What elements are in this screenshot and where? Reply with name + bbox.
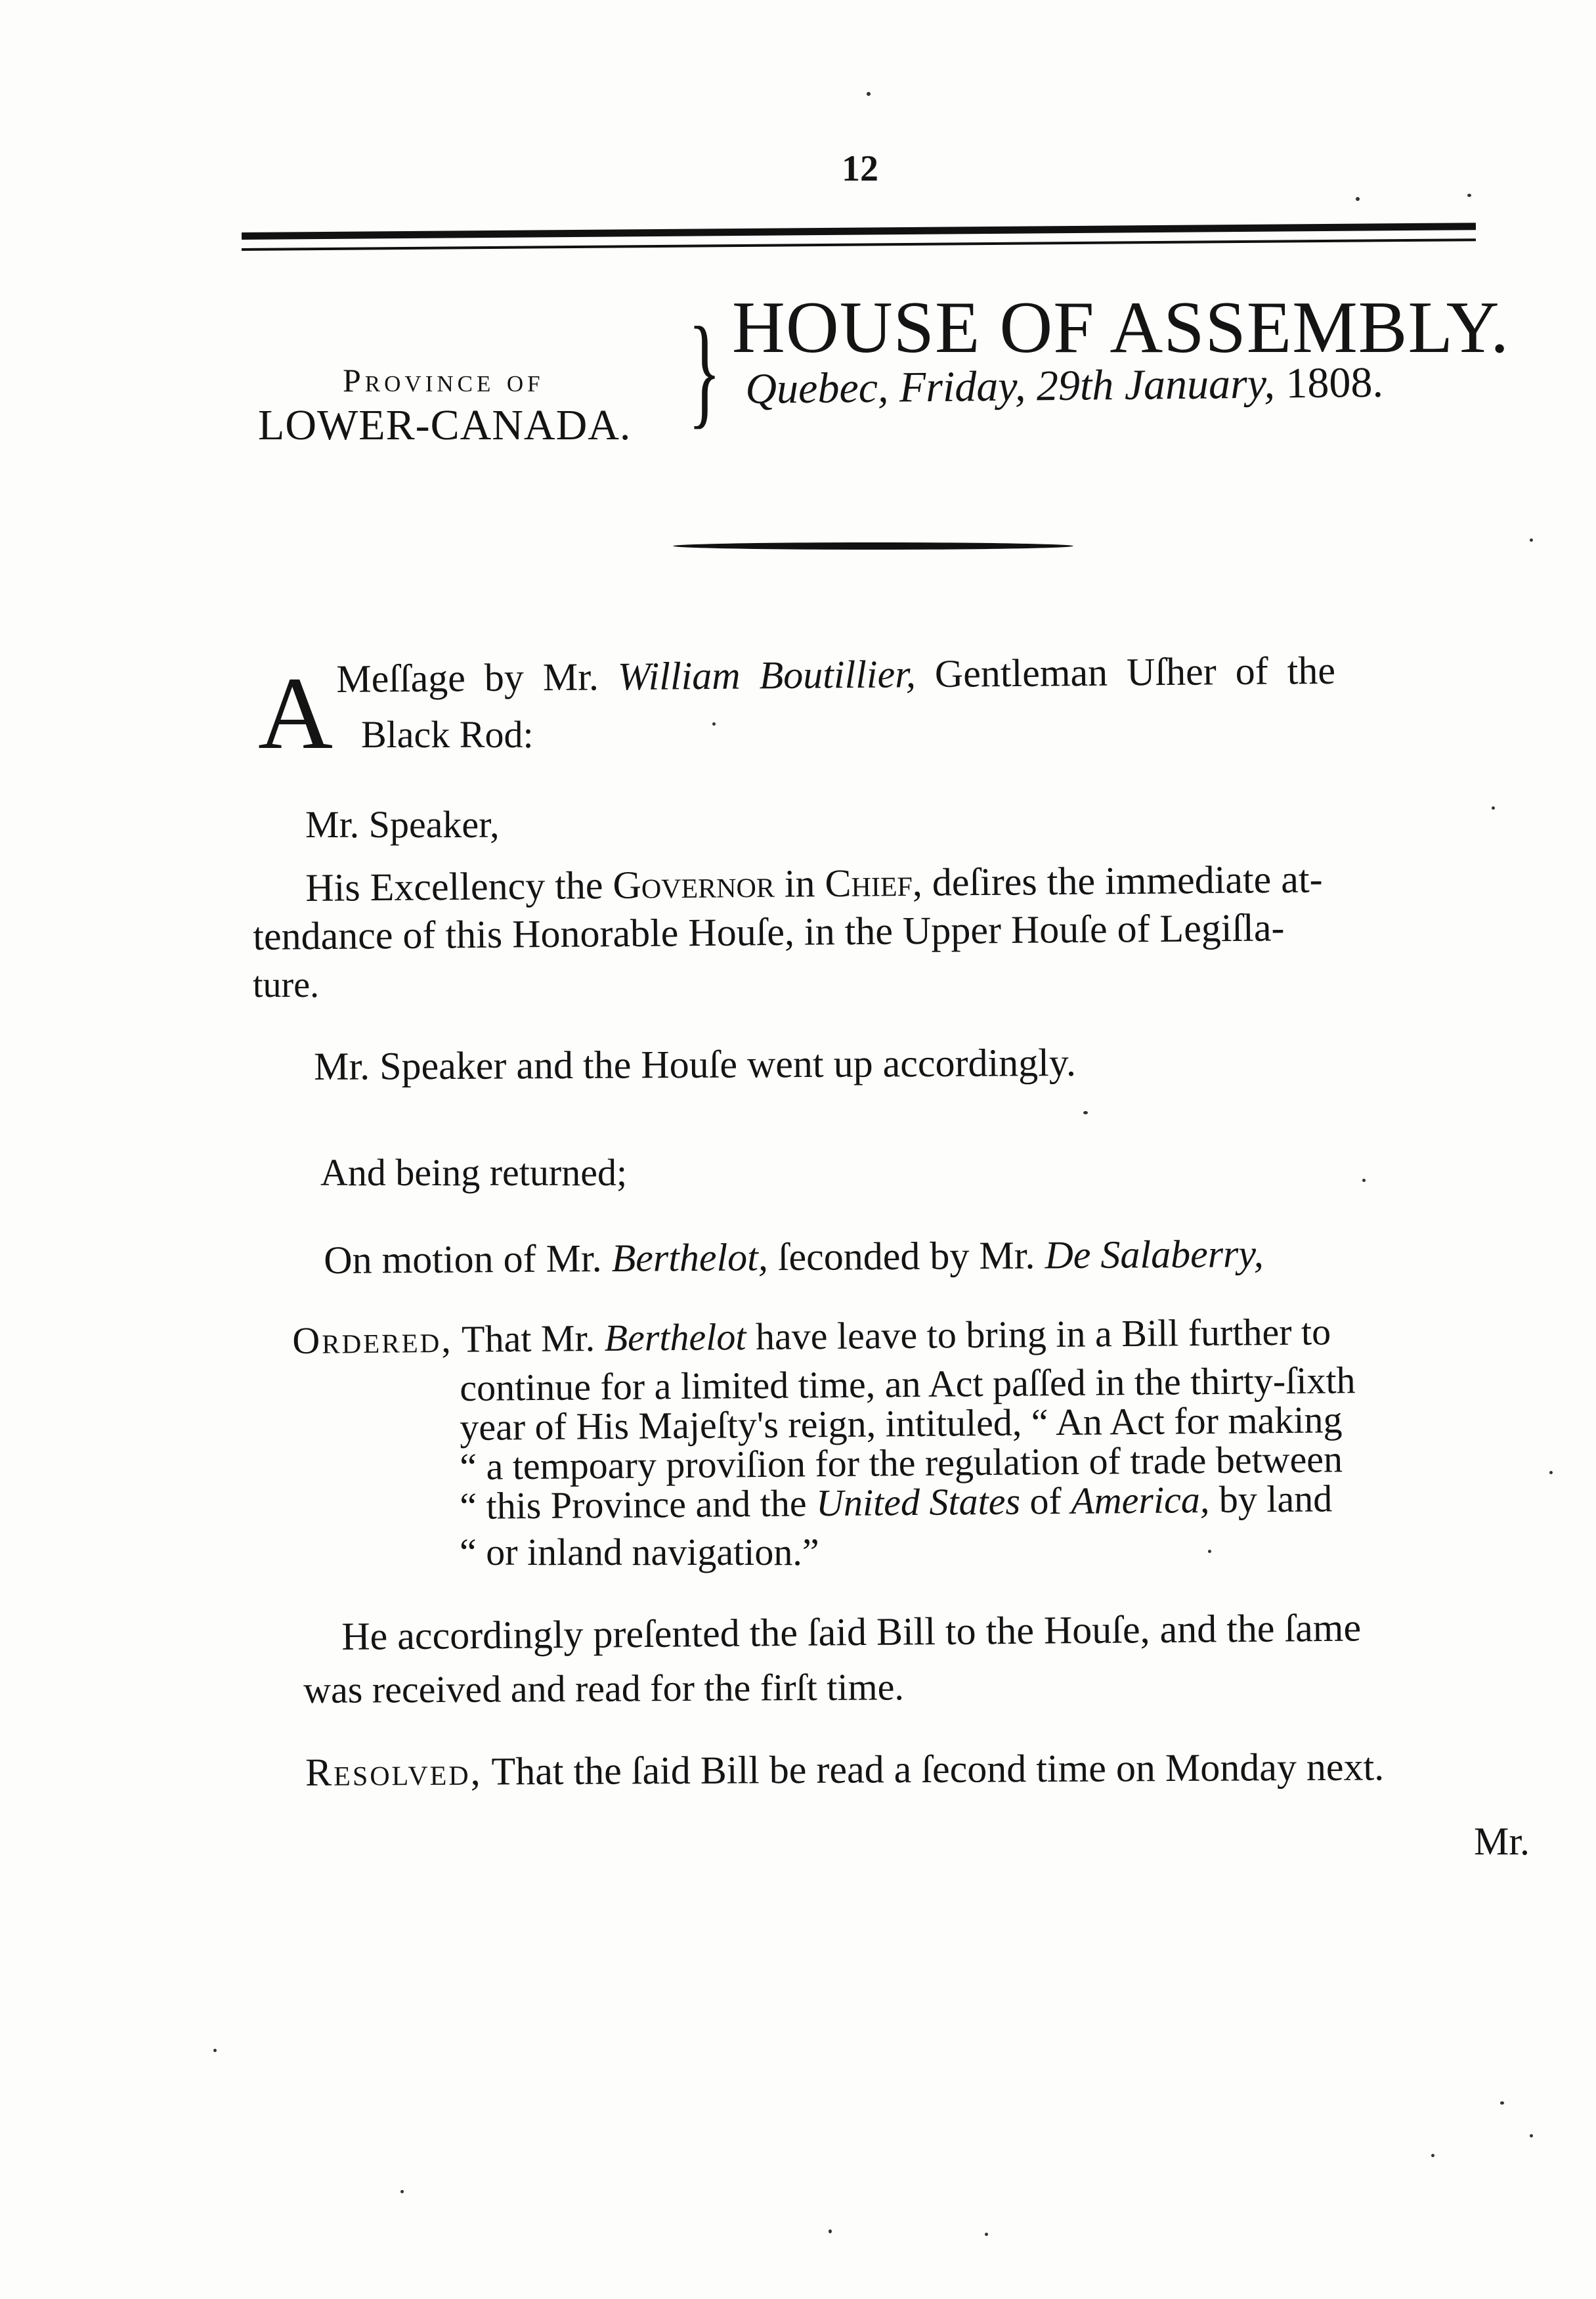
province-name: LOWER-CANADA. xyxy=(258,401,632,449)
scan-speck xyxy=(829,2229,832,2233)
america: America, xyxy=(1071,1478,1210,1522)
date-day: Friday, xyxy=(899,362,1026,412)
went-up-line: Mr. Speaker and the Houſe went up accordingly. xyxy=(314,1040,1077,1088)
province-of-label: Province of xyxy=(343,362,544,399)
motion-text: On motion of Mr. xyxy=(324,1237,602,1282)
usher-name: William Boutillier, xyxy=(617,652,917,699)
scan-speck xyxy=(1530,2134,1533,2137)
resolved-line xyxy=(305,1744,1384,1795)
ordered-line-2: continue for a limited time, an Act paſſed in the thirty-ſixth xyxy=(460,1359,1356,1409)
united-states: United States xyxy=(815,1479,1021,1525)
seconder-name: De Salaberry, xyxy=(1045,1232,1264,1277)
scan-speck xyxy=(213,2049,217,2052)
ordered-text: That Mr. xyxy=(461,1316,595,1361)
scan-speck xyxy=(985,2233,988,2236)
page-number: 12 xyxy=(842,148,878,189)
presented-line-2: was received and read for the firſt time. xyxy=(303,1665,905,1711)
ordered-line-3: year of His Majeſty's reign, intituled, “ An Act for making xyxy=(460,1398,1343,1449)
date-month: January, xyxy=(1124,359,1276,409)
assembly-title: HOUSE OF ASSEMBLY. xyxy=(732,287,1510,368)
message-line-1 xyxy=(336,648,1335,702)
excellency-line-1 xyxy=(305,856,1323,911)
of-word: of xyxy=(1029,1479,1062,1523)
ordered-label: Ordered, xyxy=(292,1317,453,1362)
date-date: 29th xyxy=(1036,361,1114,410)
assembly-date xyxy=(745,358,1383,414)
scan-speck xyxy=(400,2190,404,2193)
message-line-2: Black Rod: xyxy=(361,713,534,756)
motion-text-cont: ſeconded by Mr. xyxy=(777,1233,1035,1279)
catchword: Mr. xyxy=(1474,1820,1530,1863)
ordered-line-6: “ or inland navigation.” xyxy=(460,1531,819,1573)
message-text: Meſſage by Mr. xyxy=(336,655,599,701)
speaker-address: Mr. Speaker, xyxy=(305,803,500,846)
message-text-cont: Gentleman Uſher of the xyxy=(934,648,1336,696)
date-place: Quebec, xyxy=(745,363,889,413)
resolved-text: That the ſaid Bill be read a ſecond time on Monday next. xyxy=(491,1745,1385,1793)
drop-initial: A xyxy=(258,656,334,771)
ordered-line-5 xyxy=(460,1476,1332,1528)
scan-speck xyxy=(1500,2101,1504,2105)
ordered-line-1 xyxy=(292,1309,1331,1363)
mover-name: Berthelot, xyxy=(611,1235,769,1280)
motion-line xyxy=(324,1231,1264,1283)
section-rule xyxy=(673,542,1073,550)
header-rule-thick xyxy=(242,223,1476,240)
ordered-text-5: “ this Province and the xyxy=(460,1481,807,1527)
scan-speck xyxy=(1492,806,1495,810)
scan-speck xyxy=(1530,538,1533,542)
scan-speck xyxy=(712,722,716,726)
scan-speck xyxy=(1083,1111,1088,1114)
excellency-text-cont: deſires the immediate at- xyxy=(932,857,1323,904)
governor-word: Governor xyxy=(613,862,775,907)
scan-speck xyxy=(1549,1471,1553,1474)
scan-speck xyxy=(1362,1179,1366,1182)
date-year: 1808. xyxy=(1285,358,1384,408)
scan-speck xyxy=(1467,194,1471,197)
excellency-line-3: ture. xyxy=(253,965,320,1005)
excellency-text: His Excellency the xyxy=(305,864,603,909)
returned-line: And being returned; xyxy=(320,1151,628,1194)
excellency-line-2: tendance of this Honorable Houſe, in the Upper Houſe of Legiſla- xyxy=(253,906,1285,958)
scan-speck xyxy=(1208,1550,1211,1553)
scan-speck xyxy=(1431,2154,1434,2157)
header-brace: } xyxy=(688,302,722,440)
ordered-line-4: “ a tempoary proviſion for the regulation of trade between xyxy=(460,1437,1343,1488)
in-word: in xyxy=(784,862,815,906)
header-rule-thin xyxy=(242,238,1476,251)
scan-speck xyxy=(1356,197,1360,201)
ordered-name: Berthelot xyxy=(604,1315,746,1359)
resolved-label: Resolved, xyxy=(305,1749,483,1794)
chief-word: Chief, xyxy=(825,860,923,906)
presented-line-1: He accordingly preſented the ſaid Bill to the Houſe, and the ſame xyxy=(341,1606,1362,1658)
ordered-text-cont: have leave to bring in a Bill further to xyxy=(755,1310,1331,1358)
ordered-text-5-cont: by land xyxy=(1219,1477,1333,1521)
scan-speck xyxy=(867,92,871,96)
